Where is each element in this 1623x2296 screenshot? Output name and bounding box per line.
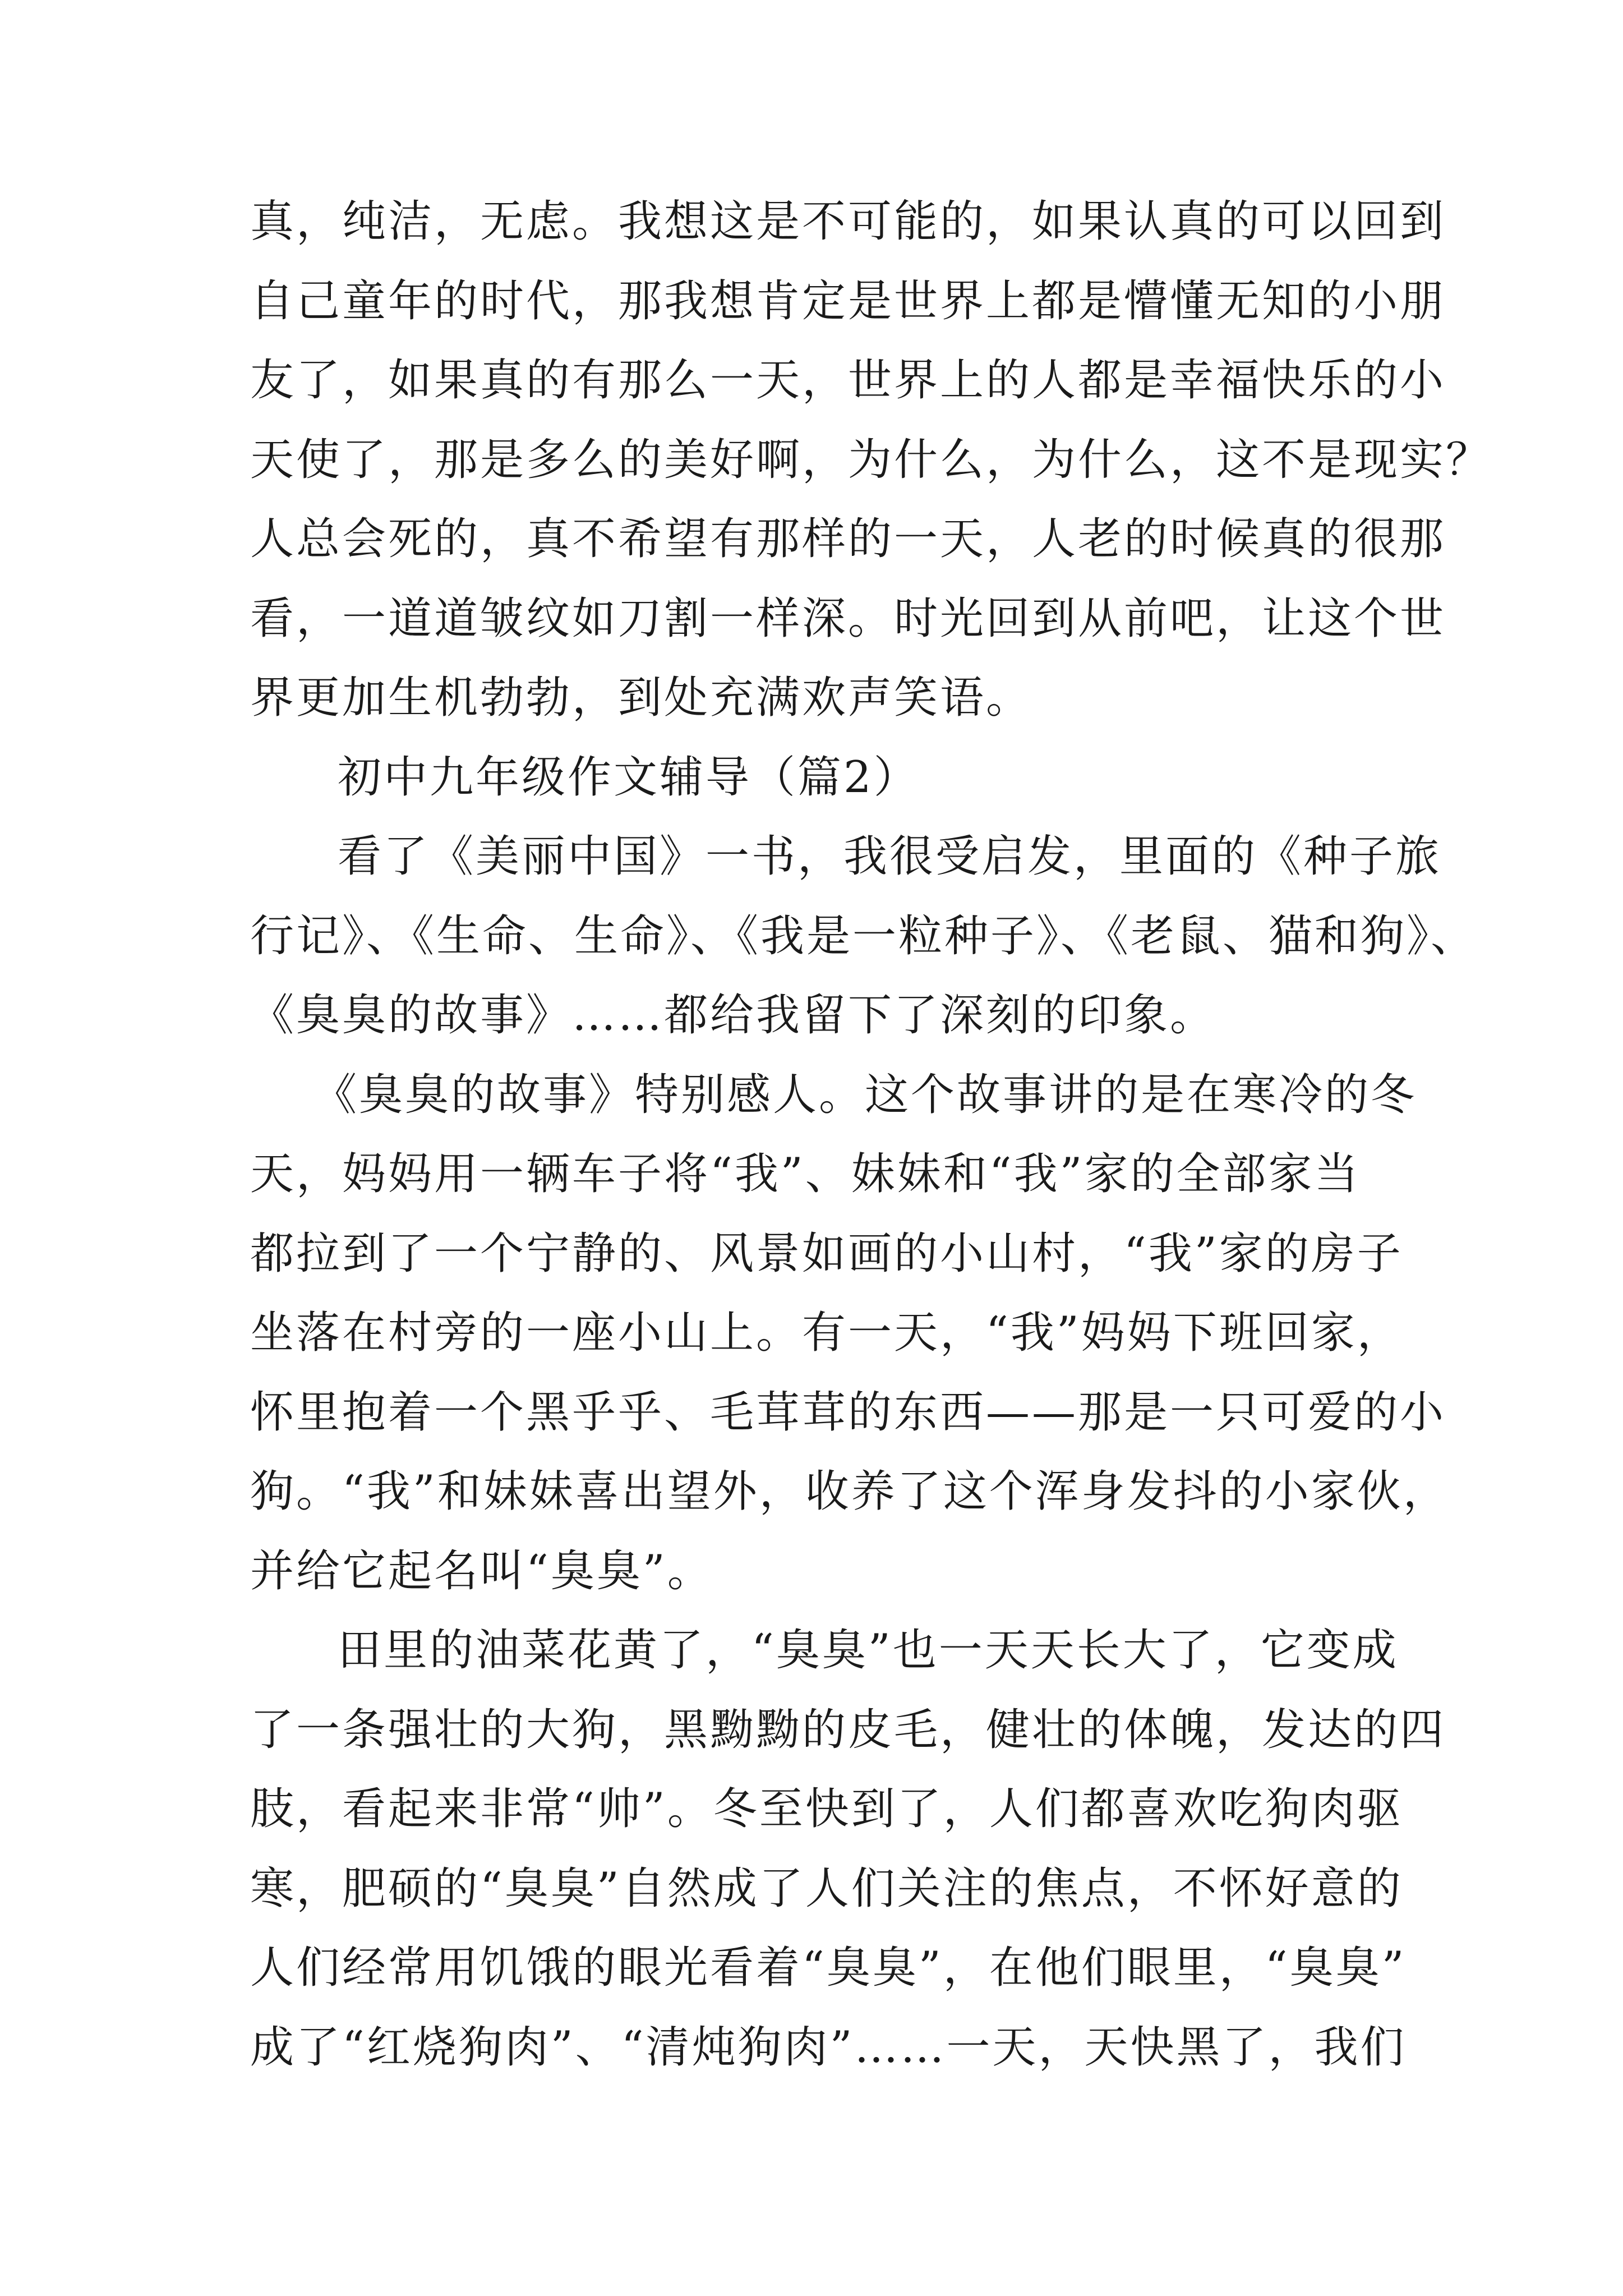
text-line: 看了《美丽中国》一书，我很受启发，里面的《种子旅 xyxy=(338,831,1442,882)
text-line: 怀里抱着一个黑乎乎、毛茸茸的东西——那是一只可爱的小 xyxy=(250,1387,1446,1438)
text-line: 界更加生机勃勃，到处充满欢声笑语。 xyxy=(250,673,1032,723)
text-line: 人总会死的，真不希望有那样的一天，人老的时候真的很那 xyxy=(250,514,1446,564)
text-line: 肢，看起来非常“帅”。冬至快到了，人们都喜欢吃狗肉驱 xyxy=(250,1784,1403,1834)
section-heading: 初中九年级作文辅导（篇2） xyxy=(338,752,920,803)
text-line: 寒，肥硕的“臭臭”自然成了人们关注的焦点，不怀好意的 xyxy=(250,1863,1403,1914)
text-line: 天，妈妈用一辆车子将“我”、妹妹和“我”家的全部家当 xyxy=(250,1149,1361,1199)
text-line: 《臭臭的故事》特别感人。这个故事讲的是在寒冷的冬 xyxy=(313,1069,1417,1120)
body-text xyxy=(250,182,1492,2087)
text-line: 狗。“我”和妹妹喜出望外，收养了这个浑身发抖的小家伙， xyxy=(250,1466,1449,1517)
text-line: 成了“红烧狗肉”、“清炖狗肉”……一天，天快黑了，我们 xyxy=(250,2022,1407,2073)
text-line: 并给它起名叫“臭臭”。 xyxy=(250,1545,713,1596)
text-line: 了一条强壮的大狗，黑黝黝的皮毛，健壮的体魄，发达的四 xyxy=(250,1704,1446,1755)
text-line: 都拉到了一个宁静的、风景如画的小山村，“我”家的房子 xyxy=(250,1228,1403,1279)
text-line: 天使了，那是多么的美好啊，为什么，为什么，这不是现实？ xyxy=(250,434,1492,485)
text-line: 田里的油菜花黄了，“臭臭”也一天天长大了，它变成 xyxy=(338,1625,1399,1676)
text-line: 坐落在村旁的一座小山上。有一天，“我”妈妈下班回家， xyxy=(250,1308,1403,1358)
text-line: 真，纯洁，无虑。我想这是不可能的，如果认真的可以回到 xyxy=(250,196,1446,247)
text-line: 行记》、《生命、生命》、《我是一粒种子》、《老鼠、猫和狗》、 xyxy=(250,910,1477,961)
text-line: 看，一道道皱纹如刀割一样深。时光回到从前吧，让这个世 xyxy=(250,593,1446,644)
text-line: 《臭臭的故事》……都给我留下了深刻的印象。 xyxy=(250,990,1216,1041)
text-line: 人们经常用饥饿的眼光看着“臭臭”，在他们眼里，“臭臭” xyxy=(250,1943,1407,1993)
text-line: 自己童年的时代，那我想肯定是世界上都是懵懂无知的小朋 xyxy=(250,275,1446,326)
text-line: 友了，如果真的有那么一天，世界上的人都是幸福快乐的小 xyxy=(250,355,1446,406)
